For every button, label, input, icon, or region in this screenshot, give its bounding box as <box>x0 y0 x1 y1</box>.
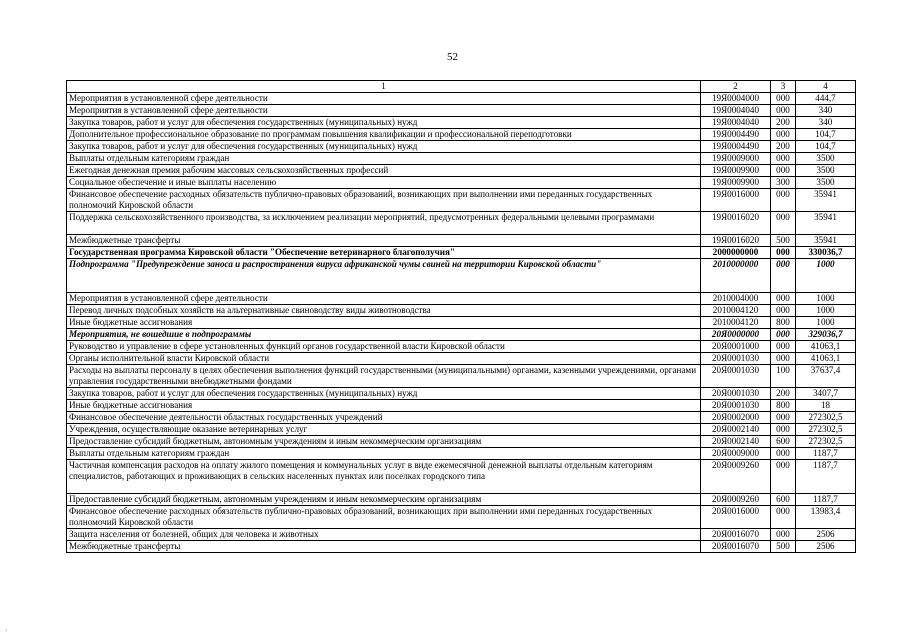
row-code: 20Я0009000 <box>701 448 771 460</box>
row-code: 20Я0000000 <box>701 329 771 341</box>
row-amount: 104,7 <box>796 141 856 153</box>
row-code: 19Я0009000 <box>701 153 771 165</box>
table-row <box>67 460 856 494</box>
row-expense-type: 000 <box>771 189 796 212</box>
row-expense-type: 800 <box>771 400 796 412</box>
table-row <box>67 353 856 365</box>
table-row <box>67 93 856 105</box>
row-name: Мероприятия в установленной сфере деятельности <box>67 93 701 105</box>
table-row <box>67 105 856 117</box>
row-expense-type: 200 <box>771 141 796 153</box>
row-code: 20Я0001030 <box>701 365 771 388</box>
row-expense-type: 200 <box>771 388 796 400</box>
row-code: 19Я0009900 <box>701 177 771 189</box>
table-row <box>67 506 856 529</box>
row-expense-type: 600 <box>771 436 796 448</box>
row-name: Иные бюджетные ассигнования <box>67 400 701 412</box>
page-number: 52 <box>447 51 458 63</box>
row-name: Дополнительное профессиональное образование по программам повышения квалификации и профессиональной переподготовки <box>67 129 701 141</box>
row-code: 19Я0016020 <box>701 235 771 247</box>
row-name: Органы исполнительной власти Кировской области <box>67 353 701 365</box>
row-expense-type: 500 <box>771 235 796 247</box>
row-code: 20Я0001030 <box>701 353 771 365</box>
row-code: 19Я0004040 <box>701 117 771 129</box>
table-row <box>67 388 856 400</box>
row-amount: 330036,7 <box>796 247 856 259</box>
table-row <box>67 259 856 293</box>
corner-mark: · <box>5 626 8 635</box>
row-name: Перевод личных подсобных хозяйств на альтернативные свиноводству виды животноводства <box>67 305 701 317</box>
table-row <box>67 189 856 212</box>
row-amount: 13983,4 <box>796 506 856 529</box>
row-name: Социальное обеспечение и иные выплаты населению <box>67 177 701 189</box>
row-expense-type: 000 <box>771 293 796 305</box>
row-name: Руководство и управление в сфере установленных функций органов государственной власти Кировской области <box>67 341 701 353</box>
row-amount: 444,7 <box>796 93 856 105</box>
row-amount: 1000 <box>796 259 856 293</box>
row-name: Частичная компенсация расходов на оплату жилого помещения и коммунальных услуг в виде ежемесячной денежной выплаты отдельным категориям специалистов, работающих и проживающих в сельских населенных пунктах или поселках городского типа <box>67 460 701 494</box>
table-row <box>67 424 856 436</box>
row-amount: 1000 <box>796 317 856 329</box>
row-name: Выплаты отдельным категориям граждан <box>67 448 701 460</box>
row-amount: 35941 <box>796 235 856 247</box>
row-expense-type: 000 <box>771 105 796 117</box>
budget-table <box>66 80 856 553</box>
row-code: 20Я0009260 <box>701 494 771 506</box>
table-row <box>67 305 856 317</box>
row-name: Учреждения, осуществляющие оказание ветеринарных услуг <box>67 424 701 436</box>
row-amount: 18 <box>796 400 856 412</box>
row-expense-type: 000 <box>771 529 796 541</box>
row-code: 20Я0016070 <box>701 541 771 553</box>
row-expense-type: 000 <box>771 259 796 293</box>
table-row <box>67 541 856 553</box>
row-code: 20Я0002140 <box>701 424 771 436</box>
row-name: Закупка товаров, работ и услуг для обеспечения государственных (муниципальных) нужд <box>67 141 701 153</box>
header-col-amount: 4 <box>796 81 856 93</box>
row-amount: 1187,7 <box>796 494 856 506</box>
row-code: 20Я0009260 <box>701 460 771 494</box>
table-row <box>67 329 856 341</box>
row-code: 19Я0004040 <box>701 105 771 117</box>
table-row <box>67 529 856 541</box>
row-name: Закупка товаров, работ и услуг для обеспечения государственных (муниципальных) нужд <box>67 117 701 129</box>
row-expense-type: 800 <box>771 317 796 329</box>
row-code: 19Я0004000 <box>701 93 771 105</box>
row-code: 2010000000 <box>701 259 771 293</box>
table-row <box>67 177 856 189</box>
row-expense-type: 000 <box>771 305 796 317</box>
row-name: Предоставление субсидий бюджетным, автономным учреждениям и иным некоммерческим организациям <box>67 494 701 506</box>
row-amount: 1187,7 <box>796 448 856 460</box>
row-amount: 272302,5 <box>796 412 856 424</box>
row-code: 20Я0002000 <box>701 412 771 424</box>
row-expense-type: 000 <box>771 93 796 105</box>
row-amount: 1000 <box>796 293 856 305</box>
row-code: 20Я0001030 <box>701 400 771 412</box>
table-row <box>67 436 856 448</box>
table-row <box>67 141 856 153</box>
table-row <box>67 341 856 353</box>
row-code: 19Я0004490 <box>701 141 771 153</box>
table-row <box>67 494 856 506</box>
row-expense-type: 000 <box>771 165 796 177</box>
row-code: 20Я0002140 <box>701 436 771 448</box>
row-code: 19Я0009900 <box>701 165 771 177</box>
row-name: Выплаты отдельным категориям граждан <box>67 153 701 165</box>
row-name: Мероприятия в установленной сфере деятельности <box>67 293 701 305</box>
row-name: Закупка товаров, работ и услуг для обеспечения государственных (муниципальных) нужд <box>67 388 701 400</box>
table-row <box>67 448 856 460</box>
row-code: 20Я0016000 <box>701 506 771 529</box>
row-expense-type: 000 <box>771 341 796 353</box>
table-row <box>67 235 856 247</box>
row-amount: 2506 <box>796 541 856 553</box>
row-expense-type: 600 <box>771 494 796 506</box>
table-row <box>67 400 856 412</box>
row-expense-type: 000 <box>771 460 796 494</box>
header-row <box>67 81 856 93</box>
row-expense-type: 000 <box>771 329 796 341</box>
row-amount: 35941 <box>796 189 856 212</box>
row-amount: 104,7 <box>796 129 856 141</box>
row-expense-type: 000 <box>771 247 796 259</box>
row-code: 20Я0001000 <box>701 341 771 353</box>
row-expense-type: 000 <box>771 212 796 235</box>
row-code: 19Я0016020 <box>701 212 771 235</box>
row-code: 2000000000 <box>701 247 771 259</box>
row-expense-type: 000 <box>771 448 796 460</box>
row-amount: 340 <box>796 105 856 117</box>
row-amount: 272302,5 <box>796 436 856 448</box>
row-name: Поддержка сельскохозяйственного производства, за исключением реализации мероприятий, предусмотренных федеральными целевыми программами <box>67 212 701 235</box>
row-name: Предоставление субсидий бюджетным, автономным учреждениям и иным некоммерческим организациям <box>67 436 701 448</box>
header-col-vr: 3 <box>771 81 796 93</box>
row-name: Финансовое обеспечение деятельности областных государственных учреждений <box>67 412 701 424</box>
row-code: 2010004000 <box>701 293 771 305</box>
table-row <box>67 153 856 165</box>
row-amount: 3407,7 <box>796 388 856 400</box>
row-expense-type: 000 <box>771 412 796 424</box>
table-row <box>67 365 856 388</box>
row-code: 19Я0004490 <box>701 129 771 141</box>
row-code: 2010004120 <box>701 317 771 329</box>
row-expense-type: 000 <box>771 506 796 529</box>
table-row <box>67 212 856 235</box>
row-name: Расходы на выплаты персоналу в целях обеспечения выполнения функций государственными (муниципальными) органами, казенными учреждениями, органами управления государственными внебюджетными фондами <box>67 365 701 388</box>
row-expense-type: 000 <box>771 129 796 141</box>
row-amount: 2506 <box>796 529 856 541</box>
row-amount: 35941 <box>796 212 856 235</box>
row-name: Ежегодная денежная премия рабочим массовых сельскохозяйственных профессий <box>67 165 701 177</box>
budget-table-body <box>67 81 856 553</box>
table-row <box>67 293 856 305</box>
row-name: Иные бюджетные ассигнования <box>67 317 701 329</box>
row-expense-type: 000 <box>771 424 796 436</box>
row-name: Государственная программа Кировской области "Обеспечение ветеринарного благополучия" <box>67 247 701 259</box>
row-expense-type: 100 <box>771 365 796 388</box>
row-amount: 3500 <box>796 165 856 177</box>
row-expense-type: 200 <box>771 117 796 129</box>
table-row <box>67 129 856 141</box>
table-row <box>67 317 856 329</box>
row-code: 19Я0016000 <box>701 189 771 212</box>
row-amount: 272302,5 <box>796 424 856 436</box>
row-name: Мероприятия, не вошедшие в подпрограммы <box>67 329 701 341</box>
row-amount: 3500 <box>796 153 856 165</box>
row-name: Подпрограмма "Предупреждение заноса и распространения вируса африканской чумы свиней на территории Кировской области" <box>67 259 701 293</box>
row-name: Межбюджетные трансферты <box>67 541 701 553</box>
row-code: 20Я0016070 <box>701 529 771 541</box>
row-expense-type: 000 <box>771 153 796 165</box>
row-name: Финансовое обеспечение расходных обязательств публично-правовых образований, возникающих при выполнении ими переданных государственных полномочий Кировской области <box>67 506 701 529</box>
row-name: Мероприятия в установленной сфере деятельности <box>67 105 701 117</box>
row-expense-type: 300 <box>771 177 796 189</box>
row-name: Финансовое обеспечение расходных обязательств публично-правовых образований, возникающих при выполнении ими переданных государственных полномочий Кировской области <box>67 189 701 212</box>
row-amount: 41063,1 <box>796 341 856 353</box>
row-amount: 41063,1 <box>796 353 856 365</box>
row-name: Защита населения от болезней, общих для человека и животных <box>67 529 701 541</box>
row-code: 2010004120 <box>701 305 771 317</box>
row-amount: 340 <box>796 117 856 129</box>
header-col-name: 1 <box>67 81 701 93</box>
table-row <box>67 412 856 424</box>
row-expense-type: 500 <box>771 541 796 553</box>
header-col-code: 2 <box>701 81 771 93</box>
row-amount: 1187,7 <box>796 460 856 494</box>
row-amount: 1000 <box>796 305 856 317</box>
table-row <box>67 117 856 129</box>
row-expense-type: 000 <box>771 353 796 365</box>
row-name: Межбюджетные трансферты <box>67 235 701 247</box>
row-code: 20Я0001030 <box>701 388 771 400</box>
row-amount: 37637,4 <box>796 365 856 388</box>
table-row <box>67 247 856 259</box>
table-row <box>67 165 856 177</box>
row-amount: 3500 <box>796 177 856 189</box>
row-amount: 329036,7 <box>796 329 856 341</box>
